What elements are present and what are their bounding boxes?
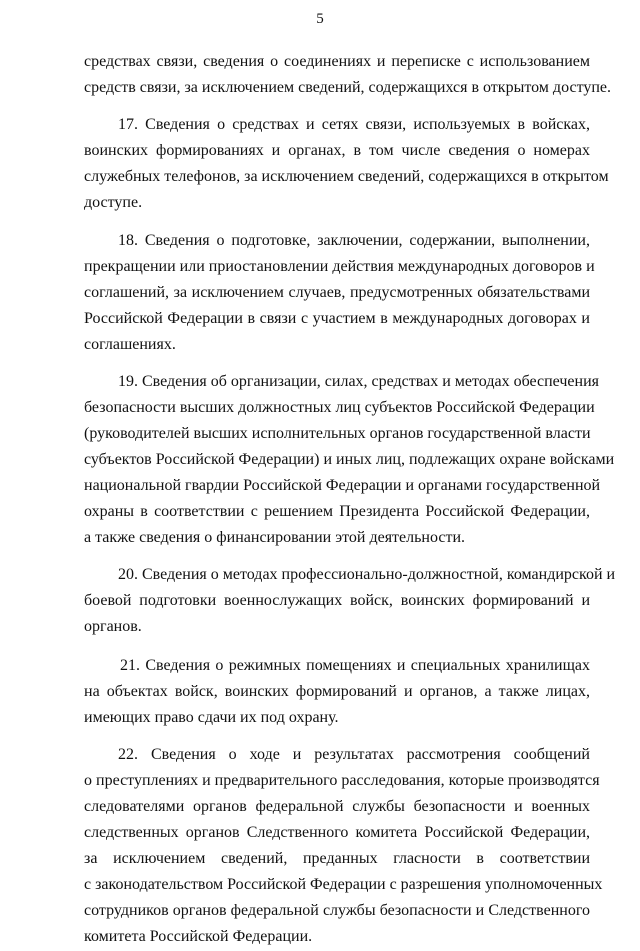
text-line: 17. Сведения о средствах и сетях связи, используемых в войсках,	[118, 116, 590, 133]
text-line: 19. Сведения об организации, силах, средствах и методах обеспечения	[118, 373, 599, 390]
paragraph-p17	[84, 112, 609, 216]
text-line: соглашений, за исключением случаев, предусмотренных обязательствами	[84, 284, 590, 301]
text-line: с законодательством Российской Федерации с разрешения уполномоченных	[84, 876, 603, 893]
text-line: на объектах войск, воинских формирований и органов, а также лицах,	[84, 683, 590, 700]
text-line: имеющих право сдачи их под охрану.	[84, 709, 339, 726]
text-line: следственных органов Следственного комитета Российской Федерации,	[84, 824, 590, 841]
text-line: охраны в соответствии с решением Президента Российской Федерации,	[84, 503, 590, 520]
text-line: 20. Сведения о методах профессионально-должностной, командирской и	[118, 566, 616, 583]
text-line: субъектов Российской Федерации) и иных лиц, подлежащих охране войсками	[84, 451, 615, 468]
text-line: 21. Сведения о режимных помещениях и специальных хранилищах	[120, 657, 590, 674]
text-line: 22. Сведения о ходе и результатах рассмотрения сообщений	[118, 746, 590, 763]
text-line: средств связи, за исключением сведений, содержащихся в открытом доступе.	[84, 79, 612, 96]
text-line: прекращении или приостановлении действия международных договоров и	[84, 258, 595, 275]
text-line: за исключением сведений, преданных гласности в соответствии	[84, 850, 590, 867]
text-line: органов.	[84, 618, 142, 635]
text-line: соглашениях.	[84, 336, 176, 353]
text-line: воинских формированиях и органах, в том числе сведения о номерах	[84, 142, 590, 159]
text-line: комитета Российской Федерации.	[84, 928, 313, 945]
text-line: служебных телефонов, за исключением сведений, содержащихся в открытом	[84, 168, 609, 185]
text-line: а также сведения о финансировании этой деятельности.	[84, 529, 466, 546]
text-line: 18. Сведения о подготовке, заключении, содержании, выполнении,	[118, 232, 590, 249]
text-line: Российской Федерации в связи с участием в международных договорах и	[84, 310, 590, 327]
text-line: доступе.	[84, 194, 143, 211]
text-line: о преступлениях и предварительного расследования, которые производятся	[84, 772, 600, 789]
text-line: (руководителей высших исполнительных органов государственной власти	[84, 425, 591, 442]
paragraph-p22	[84, 742, 603, 950]
paragraph-p16	[84, 49, 612, 101]
paragraph-p18	[84, 228, 595, 358]
text-line: сотрудников органов федеральной службы безопасности и Следственного	[84, 902, 590, 919]
document-body	[84, 49, 616, 951]
paragraph-p20	[84, 562, 616, 640]
text-line: боевой подготовки военнослужащих войск, воинских формирований и	[84, 592, 590, 609]
paragraph-p19	[84, 369, 615, 551]
text-line: следователями органов федеральной службы безопасности и военных	[84, 798, 590, 815]
paragraph-p21	[84, 653, 590, 731]
text-line: национальной гвардии Российской Федерации и органами государственной	[84, 477, 601, 494]
text-line: безопасности высших должностных лиц субъектов Российской Федерации	[84, 399, 595, 416]
page-number: 5	[316, 11, 324, 27]
text-line: средствах связи, сведения о соединениях и переписке с использованием	[84, 53, 590, 70]
